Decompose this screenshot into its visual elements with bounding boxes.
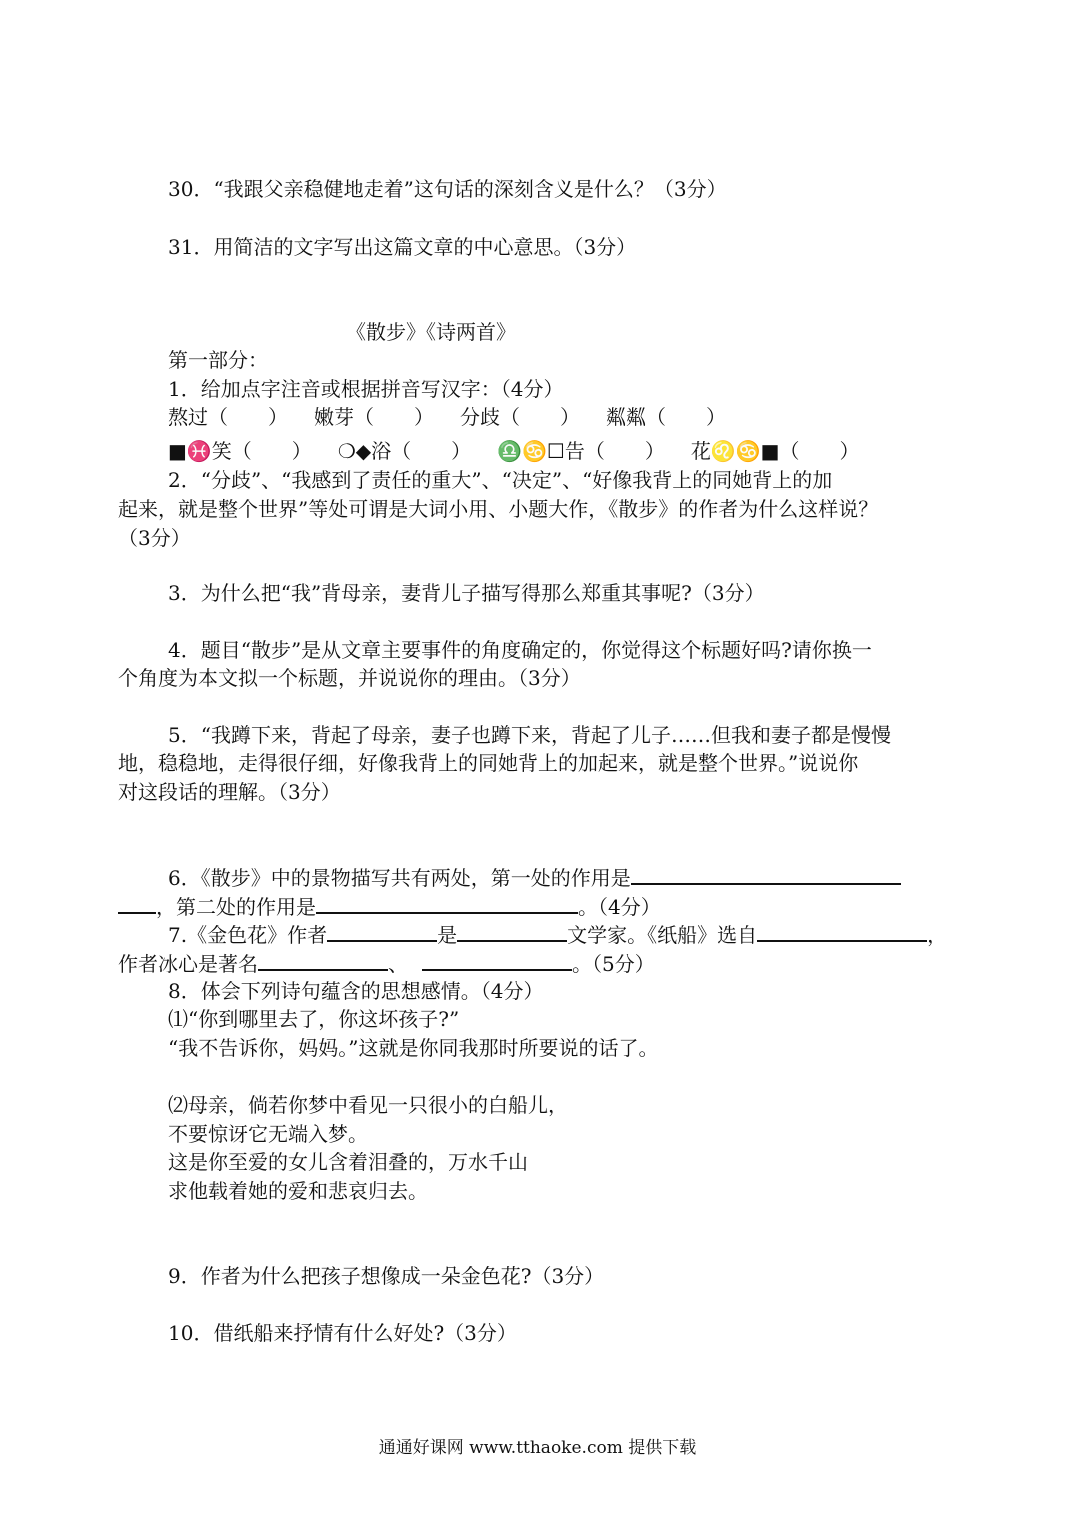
question-1-row-1 xyxy=(168,403,726,431)
answer-blank[interactable] xyxy=(258,949,388,971)
question-7-line-1: 7.《金色花》作者 是 文学家。《纸船》选自 ， xyxy=(168,920,947,949)
question-5-line-1: 5．“我蹲下来，背起了母亲，妻子也蹲下来，背起了儿子……但我和妻子都是慢慢 xyxy=(168,723,891,747)
question-3: 3．为什么把“我”背母亲，妻背儿子描写得那么郑重其事呢?（3分） xyxy=(168,581,765,605)
question-8-stem: 8．体会下列诗句蕴含的思想感情。（4分） xyxy=(168,979,544,1003)
pinyin-item: ♎♋☐告（ ） xyxy=(497,439,665,463)
answer-blank[interactable] xyxy=(631,863,901,885)
poem-2-line-3: 这是你至爱的女儿含着泪叠的，万水千山 xyxy=(168,1150,528,1174)
answer-blank[interactable] xyxy=(757,920,927,942)
section-title: 《散步》《诗两首》 xyxy=(346,320,516,344)
pinyin-item: 嫩芽（ ） xyxy=(314,405,434,429)
question-4-line-1: 4．题目“散步”是从文章主要事件的角度确定的，你觉得这个标题好吗?请你换一 xyxy=(168,638,872,662)
poem-1-line-2: “我不告诉你，妈妈。”这就是你同我那时所要说的话了。 xyxy=(168,1036,659,1060)
question-5-line-3: 对这段话的理解。（3分） xyxy=(118,780,341,804)
question-5-line-2: 地，稳稳地，走得很仔细，好像我背上的同她背上的加起来，就是整个世界。”说说你 xyxy=(118,751,859,775)
question-6-line-1: 6．《散步》中的景物描写共有两处，第一处的作用是 xyxy=(168,863,901,892)
poem-2-line-2: 不要惊讶它无端入梦。 xyxy=(168,1122,368,1146)
question-6-line-2: ，第二处的作用是 。（4分） xyxy=(118,892,661,921)
part-label: 第一部分： xyxy=(168,348,268,372)
pinyin-item: ❍◆浴（ ） xyxy=(337,439,472,463)
question-30: 30．“我跟父亲稳健地走着”这句话的深刻含义是什么？（3分） xyxy=(168,177,727,201)
question-7-line-2: 作者冰心是著名 、 。（5分） xyxy=(118,949,655,978)
question-10: 10．借纸船来抒情有什么好处?（3分） xyxy=(168,1321,517,1345)
poem-2-line-1: ⑵母亲，倘若你梦中看见一只很小的白船儿， xyxy=(168,1093,568,1117)
pinyin-item: 粼粼（ ） xyxy=(606,405,726,429)
question-9: 9．作者为什么把孩子想像成一朵金色花?（3分） xyxy=(168,1264,605,1288)
pinyin-item: ■♓笑（ ） xyxy=(168,439,312,463)
question-4-line-2: 个角度为本文拟一个标题，并说说你的理由。（3分） xyxy=(118,666,581,690)
question-2-line-2: 起来，就是整个世界”等处可谓是大词小用、小题大作，《散步》的作者为什么这样说？ xyxy=(118,497,879,521)
poem-2-line-4: 求他载着她的爱和悲哀归去。 xyxy=(168,1179,428,1203)
question-2-line-3: （3分） xyxy=(118,526,191,550)
poem-1-line-1: ⑴“你到哪里去了，你这坏孩子?” xyxy=(168,1007,460,1031)
answer-blank[interactable] xyxy=(457,920,567,942)
answer-blank[interactable] xyxy=(327,920,437,942)
question-1-row-2 xyxy=(168,437,860,465)
answer-blank[interactable] xyxy=(316,892,578,914)
question-2-line-1: 2．“分歧”、“我感到了责任的重大”、“决定”、“好像我背上的同她背上的加 xyxy=(168,468,833,492)
answer-blank[interactable] xyxy=(118,892,156,914)
question-31: 31．用简洁的文字写出这篇文章的中心意思。（3分） xyxy=(168,235,637,259)
pinyin-item: 分歧（ ） xyxy=(460,405,580,429)
question-1-stem: 1．给加点字注音或根据拼音写汉字：（4分） xyxy=(168,377,564,401)
pinyin-item: 熬过（ ） xyxy=(168,405,288,429)
page-footer: 通通好课网 www.tthaoke.com 提供下载 xyxy=(378,1438,697,1458)
pinyin-item: 花♌♋■（ ） xyxy=(690,439,860,463)
answer-blank[interactable] xyxy=(422,949,572,971)
